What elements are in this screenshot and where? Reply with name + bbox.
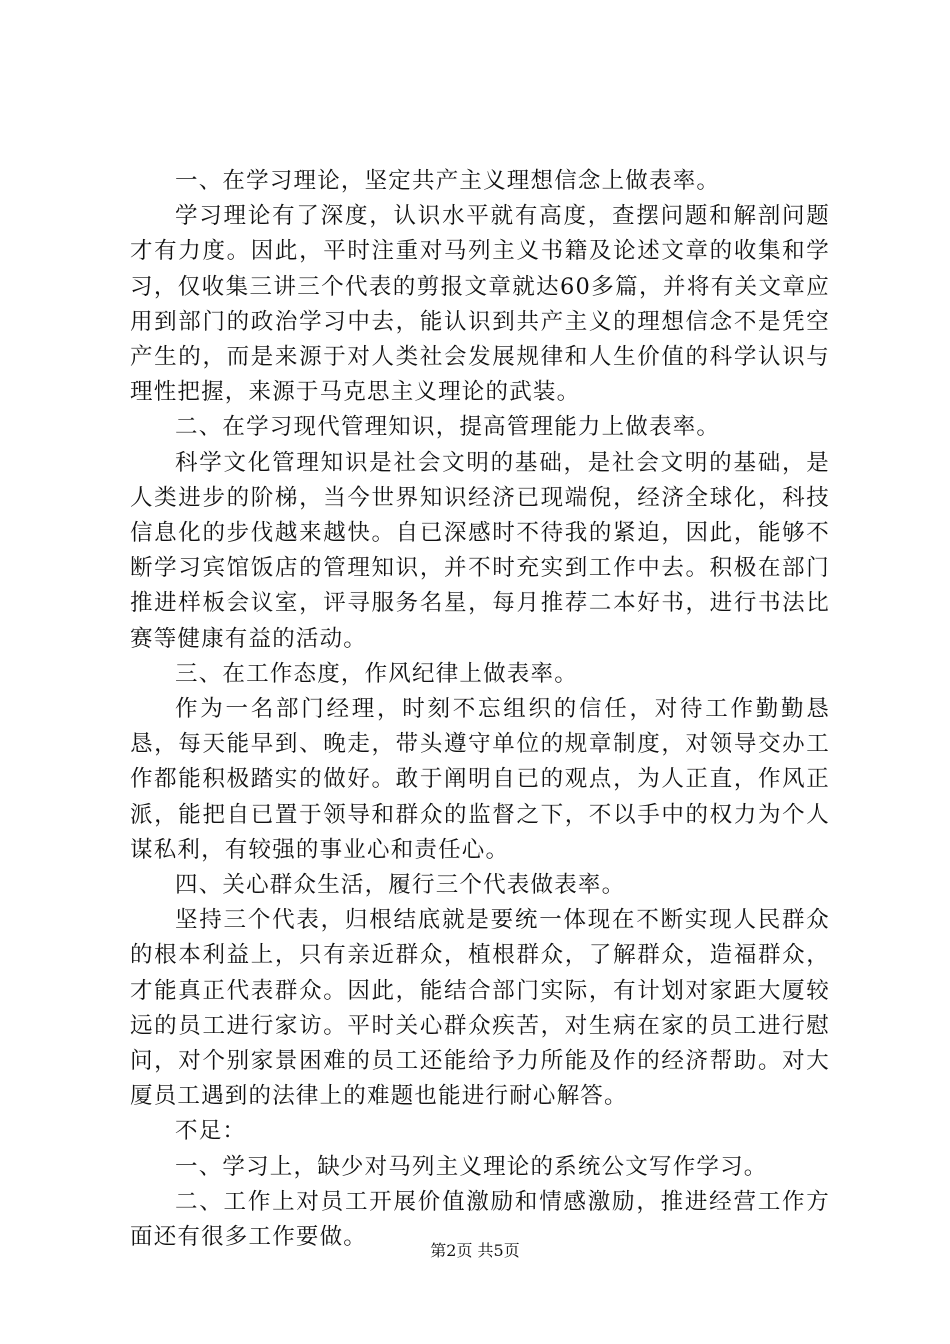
- paragraph-work-attitude: 作为一名部门经理，时刻不忘组织的信任，对待工作勤勤恳恳，每天能早到、晚走，带头遵守单位的规章制度，对领导交办工作都能积极踏实的做好。敢于阐明自已的观点，为人正直，作风正派，能把自已置于领导和群众的监督之下，不以手中的权力为个人谋私利，有较强的事业心和责任心。: [130, 696, 830, 863]
- shortcoming-item-1: 一、学习上，缺少对马列主义理论的系统公文写作学习。: [175, 1153, 768, 1180]
- heading-study-theory: 一、在学习理论，坚定共产主义理想信念上做表率。: [175, 168, 721, 194]
- shortcoming-item-2: 二、工作上对员工开展价值激励和情感激励，推进经营工作方面还有很多工作要做。: [130, 1188, 830, 1251]
- heading-shortcomings: 不足：: [175, 1118, 247, 1145]
- heading-care-for-masses: 四、关心群众生活，履行三个代表做表率。: [175, 872, 626, 899]
- document-body: [130, 164, 830, 1255]
- page-number-footer: 第2页 共5页: [430, 1241, 520, 1260]
- paragraph-management-knowledge: 科学文化管理知识是社会文明的基础，是社会文明的基础，是人类进步的阶梯，当今世界知识经济已现端倪，经济全球化，科技信息化的步伐越来越快。自已深感时不待我的紧迫，因此，能够不断学习宾馆饭店的管理知识，并不时充实到工作中去。积极在部门推进样板会议室，评寻服务名星，每月推荐二本好书，进行书法比赛等健康有益的活动。: [130, 449, 830, 652]
- paragraph-care-for-masses: 坚持三个代表，归根结底就是要统一体现在不断实现人民群众的根本利益上，只有亲近群众，植根群众，了解群众，造福群众，才能真正代表群众。因此，能结合部门实际，有计划对家距大厦较远的员工进行家访。平时关心群众疾苦，对生病在家的员工进行慰问，对个别家景困难的员工还能给予力所能及作的经济帮助。对大厦员工遇到的法律上的难题也能进行耐心解答。: [130, 907, 830, 1110]
- paragraph-study-theory: 学习理论有了深度，认识水平就有高度，查摆问题和解剖问题才有力度。因此，平时注重对马列主义书籍及论述文章的收集和学习，仅收集三讲三个代表的剪报文章就达60多篇，并将有关文章应用到部门的政治学习中去，能认识到共产主义的理想信念不是凭空产生的，而是来源于对人类社会发展规律和人生价值的科学认识与理性把握，来源于马克思主义理论的武装。: [130, 203, 830, 406]
- heading-work-attitude: 三、在工作态度，作风纪律上做表率。: [175, 660, 578, 687]
- heading-management-knowledge: 二、在学习现代管理知识，提高管理能力上做表率。: [175, 414, 721, 441]
